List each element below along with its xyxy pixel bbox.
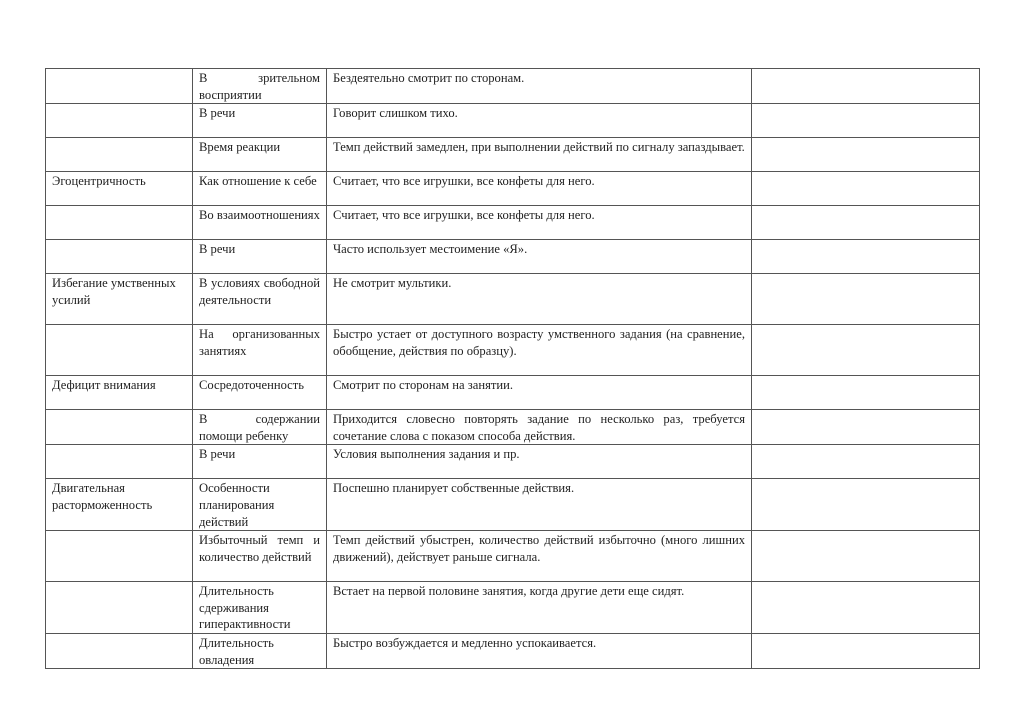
category-cell (46, 104, 193, 138)
mark-cell (752, 376, 980, 410)
category-cell: Избегание умственных усилий (46, 274, 193, 325)
table-row (46, 531, 980, 582)
category-cell (46, 325, 193, 376)
table-row (46, 138, 980, 172)
mark-cell (752, 479, 980, 531)
category-cell: Дефицит внимания (46, 376, 193, 410)
aspect-cell: В условиях свободной деятельности (193, 274, 327, 325)
mark-cell (752, 172, 980, 206)
aspect-cell: В зрительном восприятии (193, 69, 327, 104)
mark-cell (752, 325, 980, 376)
aspect-cell: Особенности планирования действий (193, 479, 327, 531)
table-row (46, 172, 980, 206)
aspect-cell: В содержании помощи ребенку (193, 410, 327, 445)
aspect-cell: Длительность овладения (193, 633, 327, 668)
category-cell (46, 582, 193, 634)
description-cell: Считает, что все игрушки, все конфеты для него. (327, 206, 752, 240)
description-cell: Поспешно планирует собственные действия. (327, 479, 752, 531)
mark-cell (752, 582, 980, 634)
aspect-cell: В речи (193, 445, 327, 479)
description-cell: Часто использует местоимение «Я». (327, 240, 752, 274)
description-cell: Быстро возбуждается и медленно успокаивается. (327, 633, 752, 668)
mark-cell (752, 633, 980, 668)
aspect-cell: На организованных занятиях (193, 325, 327, 376)
aspect-cell: Сосредоточенность (193, 376, 327, 410)
category-cell (46, 206, 193, 240)
mark-cell (752, 531, 980, 582)
table-row (46, 445, 980, 479)
category-cell (46, 69, 193, 104)
description-cell: Считает, что все игрушки, все конфеты для него. (327, 172, 752, 206)
table-row (46, 582, 980, 634)
category-cell (46, 531, 193, 582)
mark-cell (752, 69, 980, 104)
description-cell: Встает на первой половине занятия, когда другие дети еще сидят. (327, 582, 752, 634)
aspect-cell: Как отношение к себе (193, 172, 327, 206)
description-cell: Быстро устает от доступного возрасту умственного задания (на сравнение, обобщение, действия по образцу). (327, 325, 752, 376)
aspect-cell: В речи (193, 104, 327, 138)
table-row (46, 633, 980, 668)
aspect-cell: В речи (193, 240, 327, 274)
table-row (46, 376, 980, 410)
category-cell (46, 633, 193, 668)
aspect-cell: Во взаимоотношениях (193, 206, 327, 240)
mark-cell (752, 274, 980, 325)
aspect-cell: Избыточный темп и количество действий (193, 531, 327, 582)
table-row (46, 479, 980, 531)
description-cell: Бездеятельно смотрит по сторонам. (327, 69, 752, 104)
table-row (46, 325, 980, 376)
aspect-cell: Длительность сдерживания гиперактивности (193, 582, 327, 634)
category-cell (46, 445, 193, 479)
table-row (46, 69, 980, 104)
category-cell (46, 240, 193, 274)
description-cell: Темп действий замедлен, при выполнении действий по сигналу запаздывает. (327, 138, 752, 172)
mark-cell (752, 104, 980, 138)
table-row (46, 274, 980, 325)
mark-cell (752, 445, 980, 479)
category-cell: Двигательная расторможенность (46, 479, 193, 531)
table-row (46, 240, 980, 274)
mark-cell (752, 410, 980, 445)
category-cell (46, 138, 193, 172)
description-cell: Не смотрит мультики. (327, 274, 752, 325)
table-row (46, 410, 980, 445)
description-cell: Смотрит по сторонам на занятии. (327, 376, 752, 410)
table-row (46, 104, 980, 138)
description-cell: Приходится словесно повторять задание по несколько раз, требуется сочетание слова с показом способа действия. (327, 410, 752, 445)
aspect-cell: Время реакции (193, 138, 327, 172)
assessment-table (45, 68, 980, 669)
mark-cell (752, 206, 980, 240)
table-row (46, 206, 980, 240)
category-cell (46, 410, 193, 445)
category-cell: Эгоцентричность (46, 172, 193, 206)
description-cell: Условия выполнения задания и пр. (327, 445, 752, 479)
description-cell: Говорит слишком тихо. (327, 104, 752, 138)
document-page (45, 68, 979, 669)
mark-cell (752, 240, 980, 274)
description-cell: Темп действий убыстрен, количество действий избыточно (много лишних движений), действует раньше сигнала. (327, 531, 752, 582)
mark-cell (752, 138, 980, 172)
